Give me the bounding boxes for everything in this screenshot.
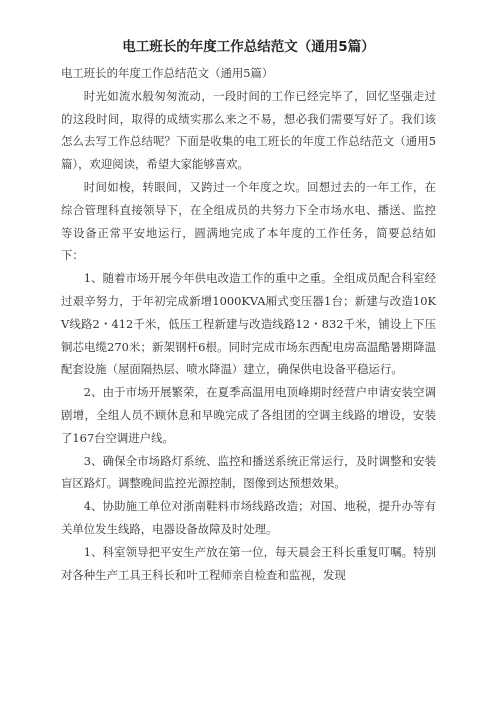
paragraph-intro: 时光如流水般匆匆流动，一段时间的工作已经完毕了，回忆坚强走过的这段时间，取得的成绩实那么来之不易，想必我们需要写好了。我们该怎么去写工作总结呢？下面是收集的电工班长的年度工作总结范文（通用5篇），欢迎阅读，希望大家能够喜欢。 [61,88,436,172]
document-subtitle: 电工班长的年度工作总结范文（通用5篇） [61,66,274,80]
paragraph-item-1: 1、随着市场开展今年供电改造工作的重中之重。全组成员配合科室经过艰辛努力，于年初完成新增1000KVA厢式变压器1台；新建与改造10KV线路2・412千米，低压工程新建与改造线路12・832千米，铺设上下压铜芯电缆270米；新架钢杆6根。同时完成市场东西配电房高温酷暑期降温配套设施（屋面隔热层、喷水降温）建立，确保供电设备平稳运行。 [61,271,436,377]
paragraph-item-3: 3、确保全市场路灯系统、监控和播送系统正常运行，及时调整和安装盲区路灯。调整晚间监控光源控制，图像到达预想效果。 [61,453,436,491]
paragraph-overview: 时间如梭，转眼间，又跨过一个年度之坎。回想过去的一年工作，在综合管理科直接领导下，在全组成员的共努力下全市场水电、播送、监控等设备正常平安地运行，圆满地完成了本年度的工作任务，简要总结如下： [61,179,436,263]
paragraph-item-2: 2、由于市场开展繁荣，在夏季高温用电顶峰期时经营户申请安装空调剧增，全组人员不顾休息和早晚完成了各组团的空调主线路的增设，安装了167台空调进户线。 [61,385,436,445]
paragraph-item-4: 4、协助施工单位对浙南鞋料市场线路改造；对国、地税，提升办等有关单位发生线路，电器设备故障及时处理。 [61,499,436,536]
document-title: 电工班长的年度工作总结范文（通用5篇） [122,39,375,55]
paragraph-safety-1: 1、科室领导把平安生产放在第一位，每天晨会王科长重复叮嘱。特别对各种生产工具王科长和叶工程师亲自检查和监视，发现 [61,544,436,582]
